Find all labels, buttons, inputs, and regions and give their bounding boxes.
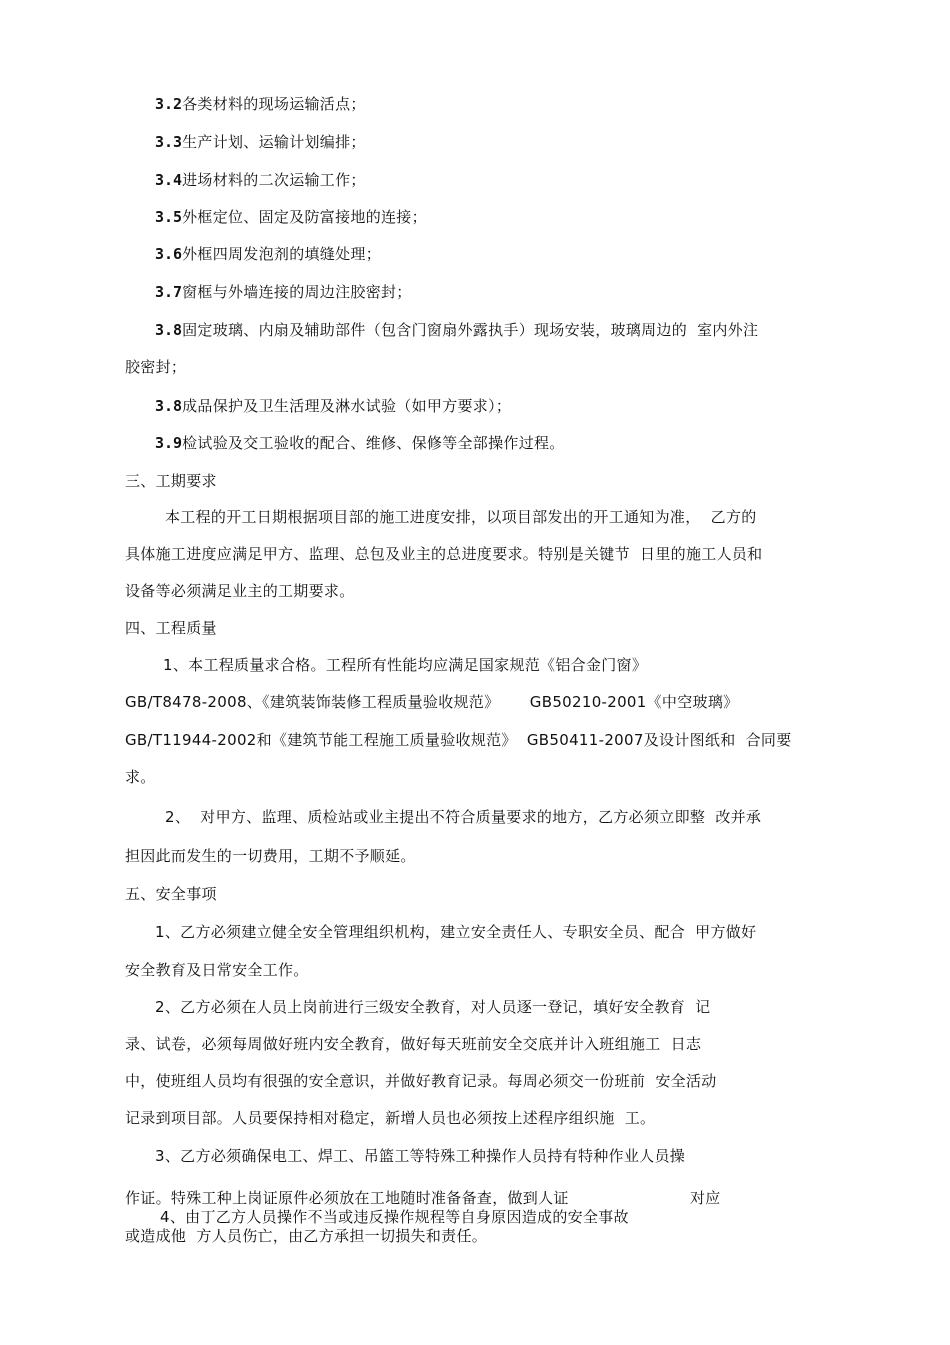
section-heading-safety: 五、安全事项: [125, 885, 217, 903]
paragraph-line: 1、本工程质量求合格。工程所有性能均应满足国家规范《铝合金门窗》: [163, 656, 648, 674]
paragraph-line: 录、试卷，必须每周做好班内安全教育，做好每天班前安全交底并计入班组施工 日志: [125, 1035, 702, 1053]
scope-item: 3.2各类材料的现场运输活点；: [155, 95, 366, 113]
paragraph-line: 记录到项目部。人员要保持相对稳定，新增人员也必须按上述程序组织施 工。: [125, 1109, 656, 1127]
paragraph-line: 4、由丁乙方人员操作不当或违反操作规程等自身原因造成的安全事故: [160, 1208, 629, 1226]
scope-item: 3.8固定玻璃、内扇及辅助部件（包含门窗扇外露执手）现场安装，玻璃周边的 室内外注: [155, 321, 759, 339]
paragraph-line: 或造成他 方人员伤亡，由乙方承担一切损失和责任。: [125, 1227, 488, 1245]
paragraph-line-fragment: 对应: [690, 1189, 721, 1207]
scope-item: 3.4进场材料的二次运输工作；: [155, 171, 366, 189]
paragraph-line: 设备等必须满足业主的工期要求。: [125, 582, 355, 600]
paragraph-line: 2、乙方必须在人员上岗前进行三级安全教育，对人员逐一登记，填好安全教育 记: [155, 998, 711, 1016]
section-heading-schedule: 三、工期要求: [125, 472, 217, 490]
scope-item: 3.6外框四周发泡剂的填缝处理；: [155, 245, 381, 263]
scope-item: 3.8成品保护及卫生活理及淋水试验（如甲方要求）；: [155, 397, 512, 415]
paragraph-line: 3、乙方必须确保电工、焊工、吊篮工等特殊工种操作人员持有特种作业人员操: [155, 1147, 686, 1165]
paragraph-line: 2、 对甲方、监理、质检站或业主提出不符合质量要求的地方，乙方必须立即整 改并承: [165, 808, 762, 826]
section-heading-quality: 四、工程质量: [125, 619, 217, 637]
paragraph-line: 本工程的开工日期根据项目部的施工进度安排，以项目部发出的开工通知为准， 乙方的: [165, 508, 757, 526]
scope-item: 3.7窗框与外墙连接的周边注胶密封；: [155, 283, 412, 301]
paragraph-line: GB/T8478-2008、《建筑装饰装修工程质量验收规范》 GB50210-2001《中空玻璃》: [125, 693, 739, 711]
paragraph-line: 作证。特殊工种上岗证原件必须放在工地随时准备备查，做到人证: [125, 1189, 569, 1207]
scope-item: 3.9检试验及交工验收的配合、维修、保修等全部操作过程。: [155, 434, 565, 452]
paragraph-line: GB/T11944-2002和《建筑节能工程施工质量验收规范》 GB50411-2007及设计图纸和 合同要: [125, 731, 792, 749]
scope-item: 3.3生产计划、运输计划编排；: [155, 133, 366, 151]
paragraph-line: 求。: [125, 768, 156, 786]
paragraph-line: 1、乙方必须建立健全安全管理组织机构，建立安全责任人、专职安全员、配合 甲方做好: [155, 923, 757, 941]
paragraph-line: 担因此而发生的一切费用，工期不予顺延。: [125, 847, 416, 865]
paragraph-line: 安全教育及日常安全工作。: [125, 961, 309, 979]
scope-item: 3.5外框定位、固定及防富接地的连接；: [155, 208, 427, 226]
paragraph-line: 具体施工进度应满足甲方、监理、总包及业主的总进度要求。特别是关键节 日里的施工人员和: [125, 545, 763, 563]
paragraph-line: 中，使班组人员均有很强的安全意识，并做好教育记录。每周必须交一份班前 安全活动: [125, 1072, 717, 1090]
scope-item-continuation: 胶密封；: [125, 358, 187, 376]
